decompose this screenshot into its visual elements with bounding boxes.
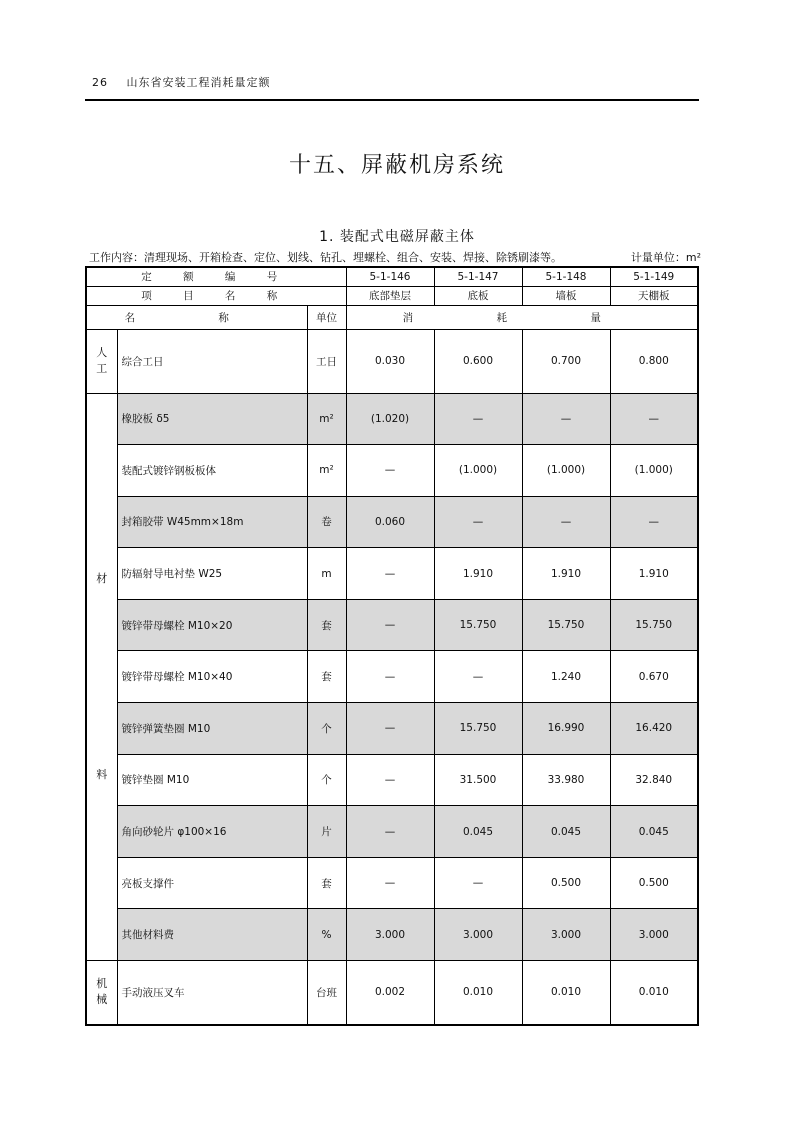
quota-code-cell: 5-1-147 (434, 267, 522, 286)
table-row (86, 393, 698, 445)
value-cell: 0.045 (522, 806, 610, 858)
value-cell: (1.000) (610, 445, 698, 497)
category-char: 工 (96, 362, 108, 375)
value-cell: 0.060 (346, 496, 434, 548)
value-cell: — (610, 496, 698, 548)
table-row (86, 703, 698, 755)
unit-cell: m² (307, 393, 346, 445)
table-row (86, 909, 698, 961)
resource-name-cell: 手动液压叉车 (117, 961, 307, 1025)
category-char: 械 (96, 993, 108, 1007)
value-cell: 3.000 (610, 909, 698, 961)
value-cell: — (434, 651, 522, 703)
value-cell: — (434, 393, 522, 445)
resource-name-cell: 防辐射导电衬垫 W25 (117, 548, 307, 600)
unit-cell: m² (307, 445, 346, 497)
resource-name-cell: 装配式镀锌钢板板体 (117, 445, 307, 497)
value-cell: 1.240 (522, 651, 610, 703)
table-row (86, 496, 698, 548)
value-cell: 0.010 (434, 961, 522, 1025)
category-char: 机 (96, 977, 108, 991)
table-row (86, 857, 698, 909)
value-cell: 0.670 (610, 651, 698, 703)
resource-name-cell: 综合工日 (117, 329, 307, 393)
value-cell: 3.000 (346, 909, 434, 961)
value-cell: 0.045 (434, 806, 522, 858)
work-content-line (89, 249, 701, 265)
value-cell: 3.000 (434, 909, 522, 961)
value-cell: 0.600 (434, 329, 522, 393)
value-cell: 0.010 (522, 961, 610, 1025)
value-cell: 33.980 (522, 754, 610, 806)
resource-name-cell: 橡胶板 δ5 (117, 393, 307, 445)
category-cell-labor (86, 329, 117, 393)
value-cell: — (346, 599, 434, 651)
value-cell: 1.910 (610, 548, 698, 600)
resource-name-cell: 镀锌弹簧垫圈 M10 (117, 703, 307, 755)
table-row (86, 548, 698, 600)
quota-code-cell: 5-1-148 (522, 267, 610, 286)
value-cell: 0.030 (346, 329, 434, 393)
unit-cell: 套 (307, 599, 346, 651)
quota-table (85, 266, 699, 1026)
value-cell: 0.010 (610, 961, 698, 1025)
value-cell: — (346, 806, 434, 858)
resource-name-cell: 封箱胶带 W45mm×18m (117, 496, 307, 548)
value-cell: — (346, 445, 434, 497)
unit-cell: 台班 (307, 961, 346, 1025)
table-row (86, 961, 698, 1025)
value-cell: 3.000 (522, 909, 610, 961)
value-cell: 16.420 (610, 703, 698, 755)
chapter-title: 十五、屏蔽机房系统 (288, 153, 505, 178)
table-row (86, 806, 698, 858)
item-name-label: 项 目 名 称 (86, 286, 346, 305)
resource-name-cell: 其他材料费 (117, 909, 307, 961)
value-cell: (1.000) (434, 445, 522, 497)
table-row (86, 305, 698, 329)
quota-code-label: 定 额 编 号 (86, 267, 346, 286)
value-cell: 15.750 (522, 599, 610, 651)
resource-name-cell: 镀锌带母螺栓 M10×40 (117, 651, 307, 703)
category-char: 料 (96, 767, 108, 781)
value-cell: (1.020) (346, 393, 434, 445)
section-title: 1. 装配式电磁屏蔽主体 (319, 229, 475, 245)
value-cell: — (346, 703, 434, 755)
unit-cell: 个 (307, 703, 346, 755)
value-cell: 31.500 (434, 754, 522, 806)
value-cell: 0.002 (346, 961, 434, 1025)
category-char: 人 (96, 346, 108, 359)
item-name-cell: 底部垫层 (346, 286, 434, 305)
col-unit-header: 单位 (307, 305, 346, 329)
value-cell: — (346, 651, 434, 703)
unit-cell: 个 (307, 754, 346, 806)
value-cell: 0.800 (610, 329, 698, 393)
value-cell: — (346, 754, 434, 806)
book-title: 山东省安装工程消耗量定额 (126, 76, 271, 89)
category-cell-machine (86, 961, 117, 1025)
category-char: 材 (96, 571, 108, 585)
value-cell: — (522, 393, 610, 445)
value-cell: 15.750 (434, 599, 522, 651)
unit-cell: 套 (307, 651, 346, 703)
unit-cell: m (307, 548, 346, 600)
value-cell: — (346, 857, 434, 909)
measure-unit: 计量单位：m² (630, 251, 701, 264)
item-name-cell: 墙板 (522, 286, 610, 305)
value-cell: (1.000) (522, 445, 610, 497)
value-cell: 0.500 (610, 857, 698, 909)
value-cell: 0.700 (522, 329, 610, 393)
unit-cell: 套 (307, 857, 346, 909)
category-cell-material (86, 393, 117, 961)
value-cell: — (522, 496, 610, 548)
table-row (86, 651, 698, 703)
unit-cell: 卷 (307, 496, 346, 548)
table-row (86, 599, 698, 651)
value-cell: 0.045 (610, 806, 698, 858)
value-cell: 16.990 (522, 703, 610, 755)
resource-name-cell: 镀锌垫圈 M10 (117, 754, 307, 806)
unit-cell: 片 (307, 806, 346, 858)
value-cell: — (434, 496, 522, 548)
value-cell: 1.910 (434, 548, 522, 600)
item-name-cell: 底板 (434, 286, 522, 305)
page-number: 26 (92, 76, 108, 89)
col-name-header: 名 称 (86, 305, 307, 329)
table-row (86, 267, 698, 286)
table-row (86, 754, 698, 806)
item-name-cell: 天棚板 (610, 286, 698, 305)
value-cell: 15.750 (610, 599, 698, 651)
resource-name-cell: 亮板支撑件 (117, 857, 307, 909)
table-row (86, 286, 698, 305)
running-header (92, 74, 271, 90)
value-cell: — (346, 548, 434, 600)
value-cell: — (434, 857, 522, 909)
value-cell: — (610, 393, 698, 445)
value-cell: 32.840 (610, 754, 698, 806)
value-cell: 0.500 (522, 857, 610, 909)
value-cell: 15.750 (434, 703, 522, 755)
work-content: 工作内容：清理现场、开箱检查、定位、划线、钻孔、埋螺栓、组合、安装、焊接、除锈刷漆等。 (89, 251, 562, 264)
table-row (86, 445, 698, 497)
resource-name-cell: 角向砂轮片 φ100×16 (117, 806, 307, 858)
table-row (86, 329, 698, 393)
header-rule (85, 99, 699, 101)
unit-cell: % (307, 909, 346, 961)
col-consumption-header: 消 耗 量 (346, 305, 698, 329)
quota-code-cell: 5-1-149 (610, 267, 698, 286)
unit-cell: 工日 (307, 329, 346, 393)
quota-code-cell: 5-1-146 (346, 267, 434, 286)
resource-name-cell: 镀锌带母螺栓 M10×20 (117, 599, 307, 651)
value-cell: 1.910 (522, 548, 610, 600)
